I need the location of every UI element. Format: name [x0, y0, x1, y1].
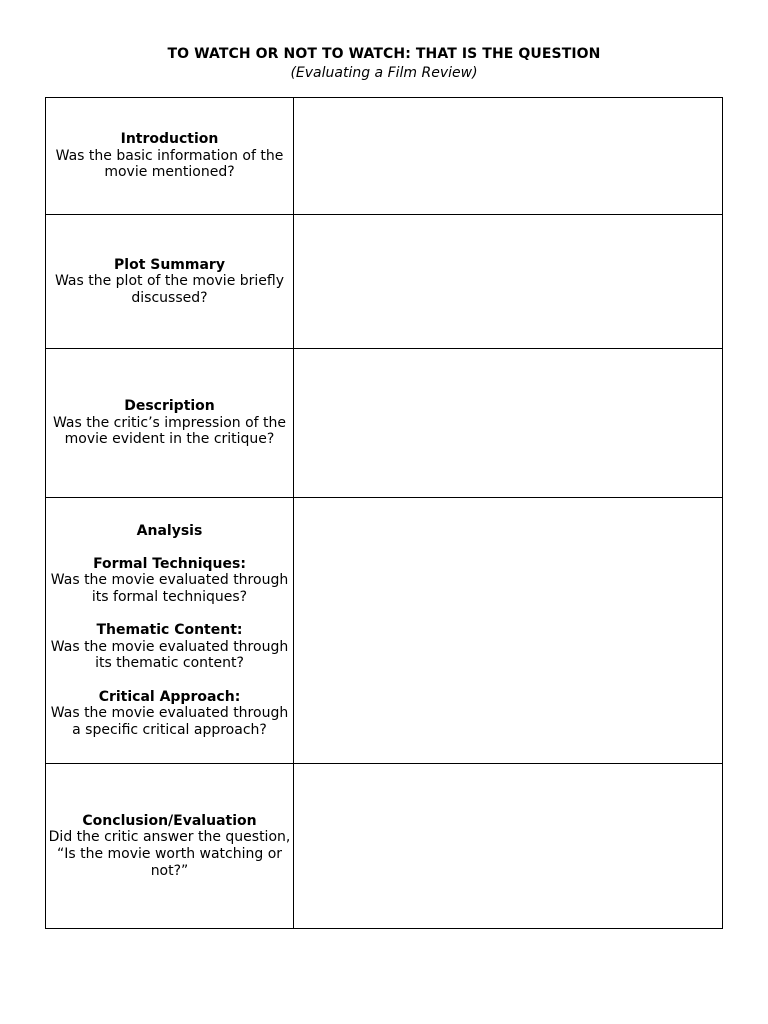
plot-summary-question: Was the plot of the movie briefly discussed?	[54, 273, 285, 306]
label-cell-plot-summary	[46, 215, 294, 349]
conclusion-question-line2: “Is the movie worth watching or not?”	[56, 846, 283, 879]
formal-techniques-question: Was the movie evaluated through its formal techniques?	[50, 572, 289, 606]
conclusion-question-line1: Did the critic answer the question,	[48, 829, 291, 846]
table-row-analysis	[46, 498, 723, 764]
table-row-conclusion	[46, 764, 723, 929]
answer-cell-introduction[interactable]	[294, 98, 723, 215]
label-cell-analysis	[46, 498, 294, 764]
description-heading: Description	[124, 398, 215, 415]
thematic-content-heading: Thematic Content:	[96, 622, 243, 639]
thematic-content-question: Was the movie evaluated through its thematic content?	[50, 638, 289, 672]
evaluation-table	[45, 97, 723, 929]
formal-techniques-block	[46, 556, 293, 606]
introduction-question: Was the basic information of the movie mentioned?	[55, 147, 284, 181]
introduction-heading: Introduction	[120, 131, 219, 148]
conclusion-heading: Conclusion/Evaluation	[82, 812, 257, 829]
answer-cell-plot-summary[interactable]	[294, 215, 723, 349]
critical-approach-heading: Critical Approach:	[98, 688, 241, 705]
document-subtitle: (Evaluating a Film Review)	[290, 65, 478, 81]
label-cell-description	[46, 349, 294, 498]
label-cell-conclusion	[46, 764, 294, 929]
critical-approach-block	[46, 689, 293, 739]
analysis-heading: Analysis	[136, 522, 203, 539]
table-row-plot-summary	[46, 215, 723, 349]
thematic-content-block	[46, 622, 293, 672]
formal-techniques-heading: Formal Techniques:	[93, 555, 246, 572]
answer-cell-analysis[interactable]	[294, 498, 723, 764]
table-row-introduction	[46, 98, 723, 215]
description-question: Was the critic’s impression of the movie evident in the critique?	[52, 414, 287, 448]
label-cell-introduction	[46, 98, 294, 215]
answer-cell-description[interactable]	[294, 349, 723, 498]
answer-cell-conclusion[interactable]	[294, 764, 723, 929]
critical-approach-question: Was the movie evaluated through a specific critical approach?	[50, 705, 289, 738]
document-title: TO WATCH OR NOT TO WATCH: THAT IS THE QUESTION	[167, 46, 601, 62]
plot-summary-heading: Plot Summary	[114, 256, 225, 273]
table-row-description	[46, 349, 723, 498]
